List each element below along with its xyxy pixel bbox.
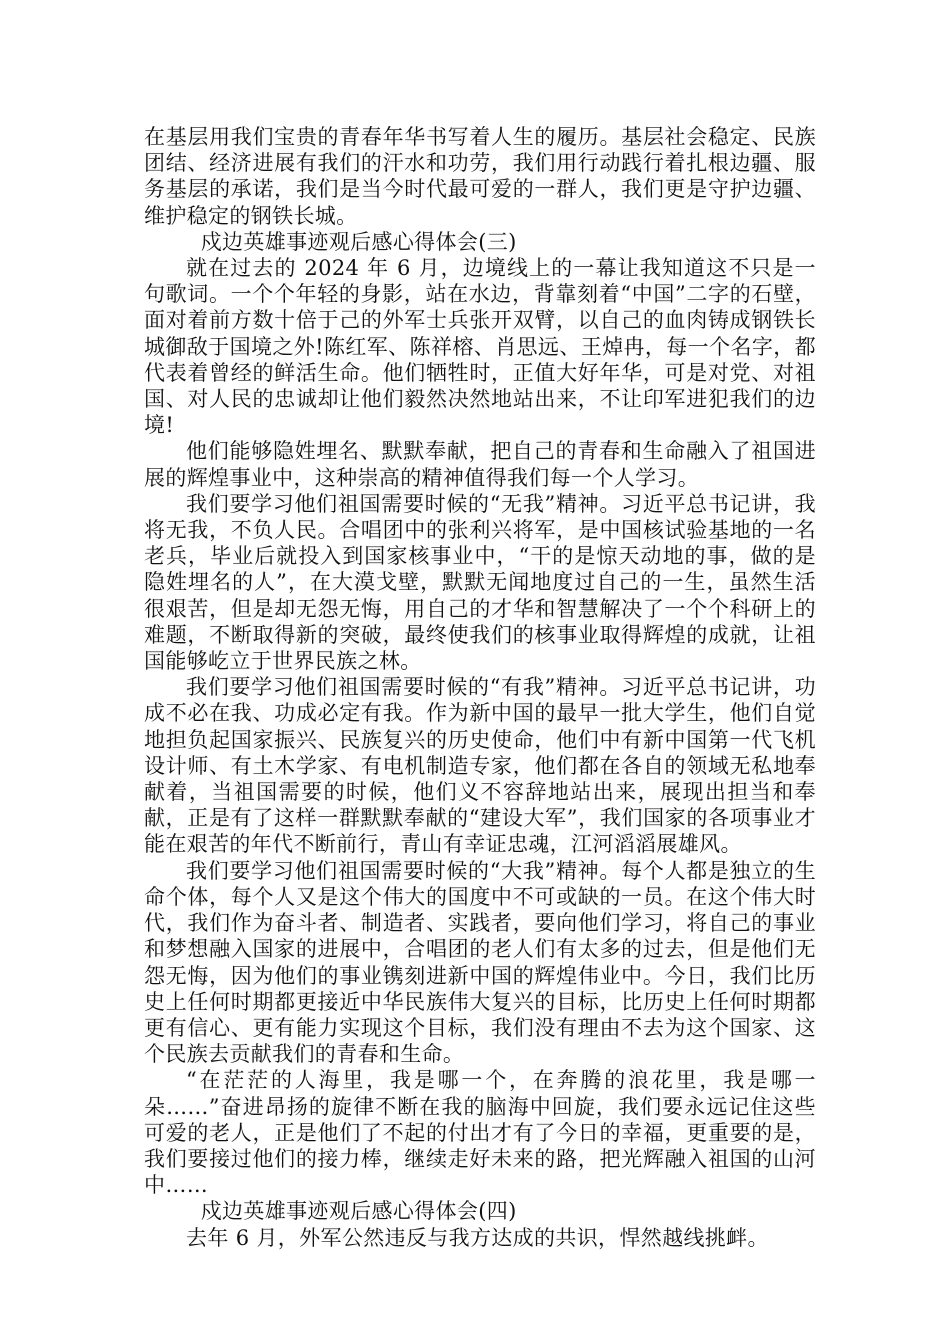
- body-paragraph: 在基层用我们宝贵的青春年华书写着人生的履历。基层社会稳定、民族团结、经济进展有我们的汗水和功劳，我们用行动践行着扎根边疆、服务基层的承诺，我们是当今时代最可爱的一群人，我们更是守护边疆、维护稳定的钢铁长城。: [144, 125, 816, 228]
- section-heading: 戍边英雄事迹观后感心得体会(四): [200, 1199, 517, 1224]
- body-paragraph: 他们能够隐姓埋名、默默奉献，把自己的青春和生命融入了祖国进展的辉煌事业中，这种崇高的精神值得我们每一个人学习。: [144, 439, 816, 490]
- body-paragraph: 就在过去的 2024 年 6 月，边境线上的一幕让我知道这不只是一句歌词。一个个年轻的身影，站在水边，背靠刻着“中国”二字的石壁，面对着前方数十倍于己的外军士兵张开双臂，以自己的血肉铸成钢铁长城御敌于国境之外!陈红军、陈祥榕、肖思远、王焯冉，每一个名字，都代表着曾经的鲜活生命。他们牺牲时，正值大好年华，可是对党、对祖国、对人民的忠诚却让他们毅然决然地站出来，不让印军进犯我们的边境!: [144, 256, 816, 438]
- document-page: [144, 124, 816, 1251]
- body-paragraph: “在茫茫的人海里，我是哪一个，在奔腾的浪花里，我是哪一朵……”奋进昂扬的旋律不断在我的脑海中回旋，我们要永远记住这些可爱的老人，正是他们了不起的付出才有了今日的幸福，更重要的是，我们要接过他们的接力棒，继续走好未来的路，把光辉融入祖国的山河中……: [144, 1068, 816, 1198]
- body-paragraph: 我们要学习他们祖国需要时候的“无我”精神。习近平总书记讲，我将无我，不负人民。合唱团中的张利兴将军，是中国核试验基地的一名老兵，毕业后就投入到国家核事业中，“干的是惊天动地的事，做的是隐姓埋名的人”，在大漠戈壁，默默无闻地度过自己的一生，虽然生活很艰苦，但是却无怨无悔，用自己的才华和智慧解决了一个个科研上的难题，不断取得新的突破，最终使我们的核事业取得辉煌的成就，让祖国能够屹立于世界民族之林。: [144, 491, 816, 674]
- body-paragraph: 我们要学习他们祖国需要时候的“大我”精神。每个人都是独立的生命个体，每个人又是这个伟大的国度中不可或缺的一员。在这个伟大时代，我们作为奋斗者、制造者、实践者，要向他们学习，将自己的事业和梦想融入国家的进展中，合唱团的老人们有太多的过去，但是他们无怨无悔，因为他们的事业镌刻进新中国的辉煌伟业中。今日，我们比历史上任何时期都更接近中华民族伟大复兴的目标，比历史上任何时期都更有信心、更有能力实现这个目标，我们没有理由不去为这个国家、这个民族去贡献我们的青春和生命。: [144, 858, 816, 1067]
- body-paragraph: 我们要学习他们祖国需要时候的“有我”精神。习近平总书记讲，功成不必在我、功成必定有我。作为新中国的最早一批大学生，他们自觉地担负起国家振兴、民族复兴的历史使命，他们中有新中国第一代飞机设计师、有土木学家、有电机制造专家，他们都在各自的领域无私地奉献着，当祖国需要的时候，他们义不容辞地站出来，展现出担当和奉献，正是有了这样一群默默奉献的“建设大军”，我们国家的各项事业才能在艰苦的年代不断前行，青山有幸证忠魂，江河滔滔展雄风。: [144, 675, 816, 857]
- section-heading: 戍边英雄事迹观后感心得体会(三): [200, 229, 517, 254]
- body-paragraph: 去年 6 月，外军公然违反与我方达成的共识，悍然越线挑衅。: [186, 1225, 769, 1250]
